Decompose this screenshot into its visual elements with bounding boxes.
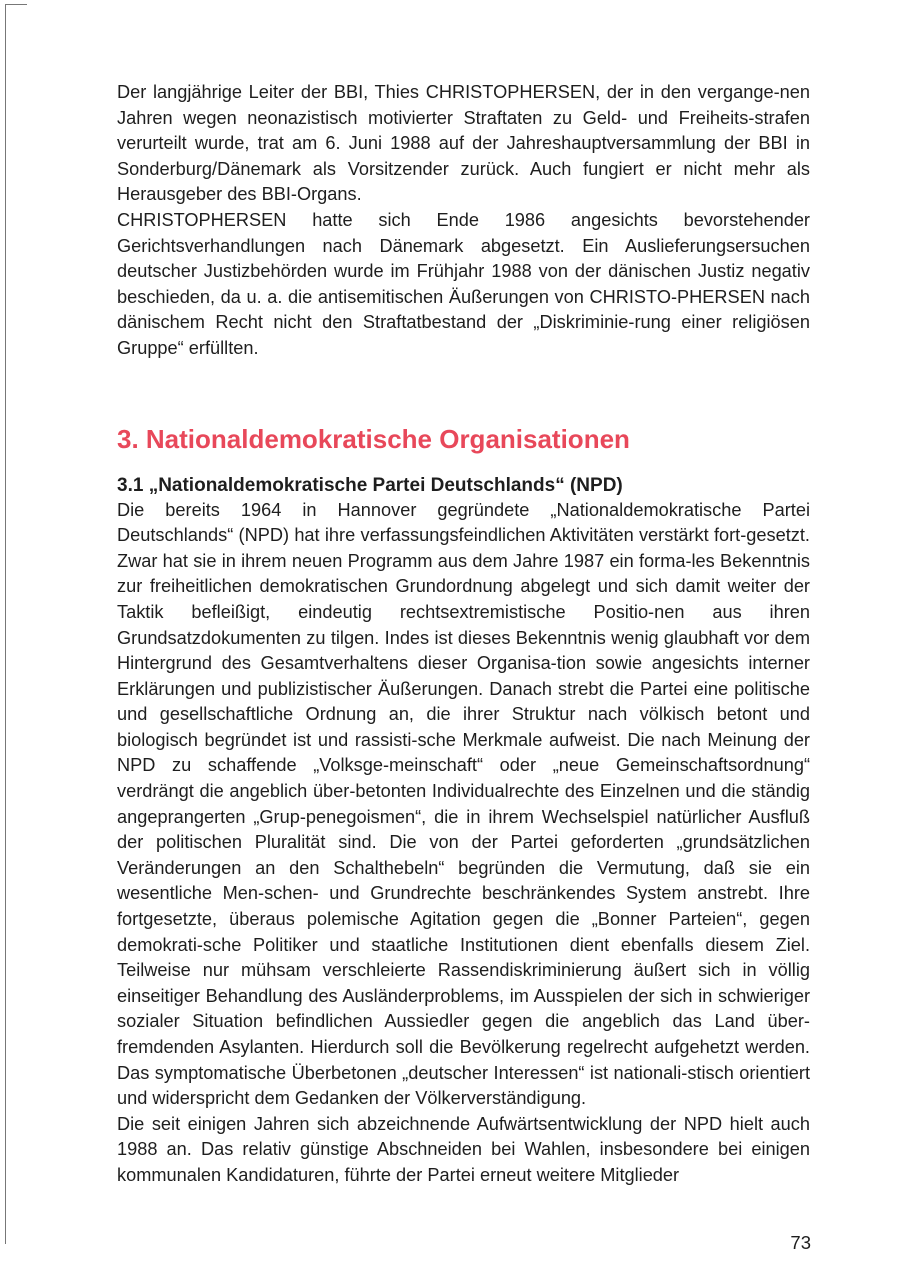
subsection-heading: 3.1 „Nationaldemokratische Partei Deutschlands“ (NPD) (117, 474, 623, 496)
paragraph-npd-development: Die seit einigen Jahren sich abzeichnende Aufwärtsentwicklung der NPD hielt auch 1988 an. Das relativ günstige Abschneiden bei Wahlen, insbesondere bei einigen kommunalen Kandidaturen, führte der Partei erneut weitere Mitglieder (117, 1113, 810, 1185)
page-corner-mark (5, 4, 27, 1244)
page-content (117, 80, 810, 1189)
paragraph-christophersen-extradition: CHRISTOPHERSEN hatte sich Ende 1986 angesichts bevorstehender Gerichtsverhandlungen nach Dänemark abgesetzt. Ein Auslieferungsersuchen deutscher Justizbehörden wurde im Frühjahr 1988 von der dänischen Justiz negativ beschieden, da u. a. die antisemitischen Äußerungen von CHRISTO-PHERSEN nach dänischem Recht nicht den Straftatbestand der „Diskriminie-rung einer religiösen Gruppe“ erfüllten. (117, 209, 810, 358)
paragraph-npd-activities: Die bereits 1964 in Hannover gegründete „Nationaldemokratische Partei Deutschlands“ (NPD) hat ihre verfassungsfeindlichen Aktivitäten verstärkt fort-gesetzt. Zwar hat sie in ihrem neuen Programm aus dem Jahre 1987 ein forma-les Bekenntnis zur freiheitlichen demokratischen Grundordnung abgelegt und sich damit weiter der Taktik befleißigt, eindeutig rechtsextremistische Positio-nen aus ihren Grundsatzdokumenten zu tilgen. Indes ist dieses Bekenntnis wenig glaubhaft vor dem Hintergrund des Gesamtverhaltens dieser Organisa-tion sowie angesichts interner Erklärungen und publizistischer Äußerungen. Danach strebt die Partei eine politische und gesellschaftliche Ordnung an, die ihrer Struktur nach völkisch betont und biologisch begründet ist und rassisti-sche Merkmale aufweist. Die nach Meinung der NPD zu schaffende „Volksge-meinschaft“ oder „neue Gemeinschaftsordnung“ verdrängt die angeblich über-betonten Individualrechte des Einzelnen und die ständig angeprangerten „Grup-penegoismen“, die in ihrem Wechselspiel natürlicher Ausfluß der politischen Pluralität sind. Die von der Partei geforderten „grundsätzlichen Veränderungen an den Schalthebeln“ begründen die Vermutung, daß sie ein wesentliche Men-schen- und Grundrechte beschränkendes System anstrebt. Ihre fortgesetzte, überaus polemische Agitation gegen die „Bonner Parteien“, gegen demokrati-sche Politiker und staatliche Institutionen dient ebenfalls diesem Ziel. Teilweise nur mühsam verschleierte Rassendiskriminierung äußert sich in völlig einseitiger Behandlung des Ausländerproblems, im Ausspielen der sich in schwieriger sozialer Situation befindlichen Aussiedler gegen die angeblich das Land über-fremdenden Asylanten. Hierdurch soll die Bevölkerung regelrecht aufgehetzt werden. Das symptomatische Überbetonen „deutscher Interessen“ ist nationali-stisch orientiert und widerspricht dem Gedanken der Völkerverständigung. (117, 499, 810, 1109)
section-heading: 3. Nationaldemokratische Organisationen (117, 423, 630, 454)
page-number: 73 (790, 1232, 811, 1253)
paragraph-bbi-leader: Der langjährige Leiter der BBI, Thies CHRISTOPHERSEN, der in den vergange-nen Jahren wegen neonazistisch motivierter Straftaten zu Geld- und Freiheits-strafen verurteilt wurde, trat am 6. Juni 1988 auf der Jahreshauptversammlung der BBI in Sonderburg/Dänemark als Vorsitzender zurück. Auch fungiert er nicht mehr als Herausgeber des BBI-Organs. (117, 82, 810, 205)
